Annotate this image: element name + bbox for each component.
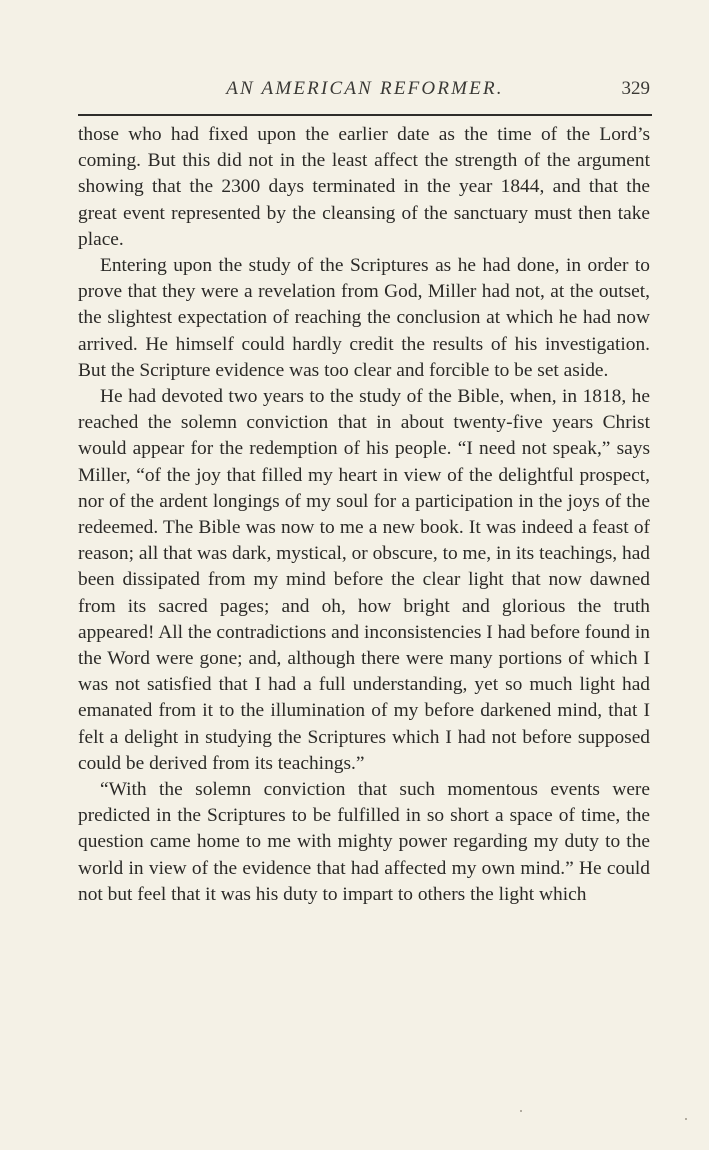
paragraph-scripture-study: Entering upon the study of the Scriptures as he had done, in order to prove that they were a revelation from God, Miller had not, at the outset, the slightest expectation of reaching the conclusion at which he had now arrived. He himself could hardly credit the results of his investigation. But the Scripture evidence was too clear and forcible to be set aside. bbox=[78, 255, 650, 381]
header-rule bbox=[78, 114, 652, 116]
running-head bbox=[78, 78, 652, 104]
paper-speck bbox=[520, 1110, 522, 1112]
page-number: 329 bbox=[621, 78, 650, 99]
paragraph-miller-conviction: He had devoted two years to the study of the Bible, when, in 1818, he reached the solemn conviction that in about twenty-five years Christ would appear for the redemption of his people. “I need not speak,” says Miller, “of the joy that filled my heart in view of the delightful prospect, nor of the ardent longings of my soul for a participation in the joys of the redeemed. The Bible was now to me a new book. It was indeed a feast of reason; all that was dark, mystical, or obscure, to me, in its teachings, had been dissipated from my mind before the clear light that now dawned from its sacred pages; and oh, how bright and glorious the truth appeared! All the contradictions and inconsistencies I had before found in the Word were gone; and, although there were many portions of which I was not satisfied that I had a full understanding, yet so much light had emanated from it to the illumination of my before darkened mind, that I felt a delight in studying the Scriptures which I had not before supposed could be derived from its teachings.” bbox=[78, 386, 650, 774]
paragraph-continuation: those who had fixed upon the earlier date as the time of the Lord’s coming. But this did not in the least affect the strength of the argument showing that the 2300 days terminated in the year 1844, and that the great event represented by the cleansing of the sanctuary must then take place. bbox=[78, 124, 650, 250]
paragraph-duty-to-world: “With the solemn conviction that such momentous events were predicted in the Scriptures to be fulfilled in so short a space of time, the question came home to me with mighty power regarding my duty to the world in view of the evidence that had affected my own mind.” He could not but feel that it was his duty to impart to others the light which bbox=[78, 779, 650, 905]
running-title: AN AMERICAN REFORMER. bbox=[226, 78, 504, 99]
body-text bbox=[78, 122, 650, 908]
paper-speck bbox=[685, 1118, 687, 1120]
